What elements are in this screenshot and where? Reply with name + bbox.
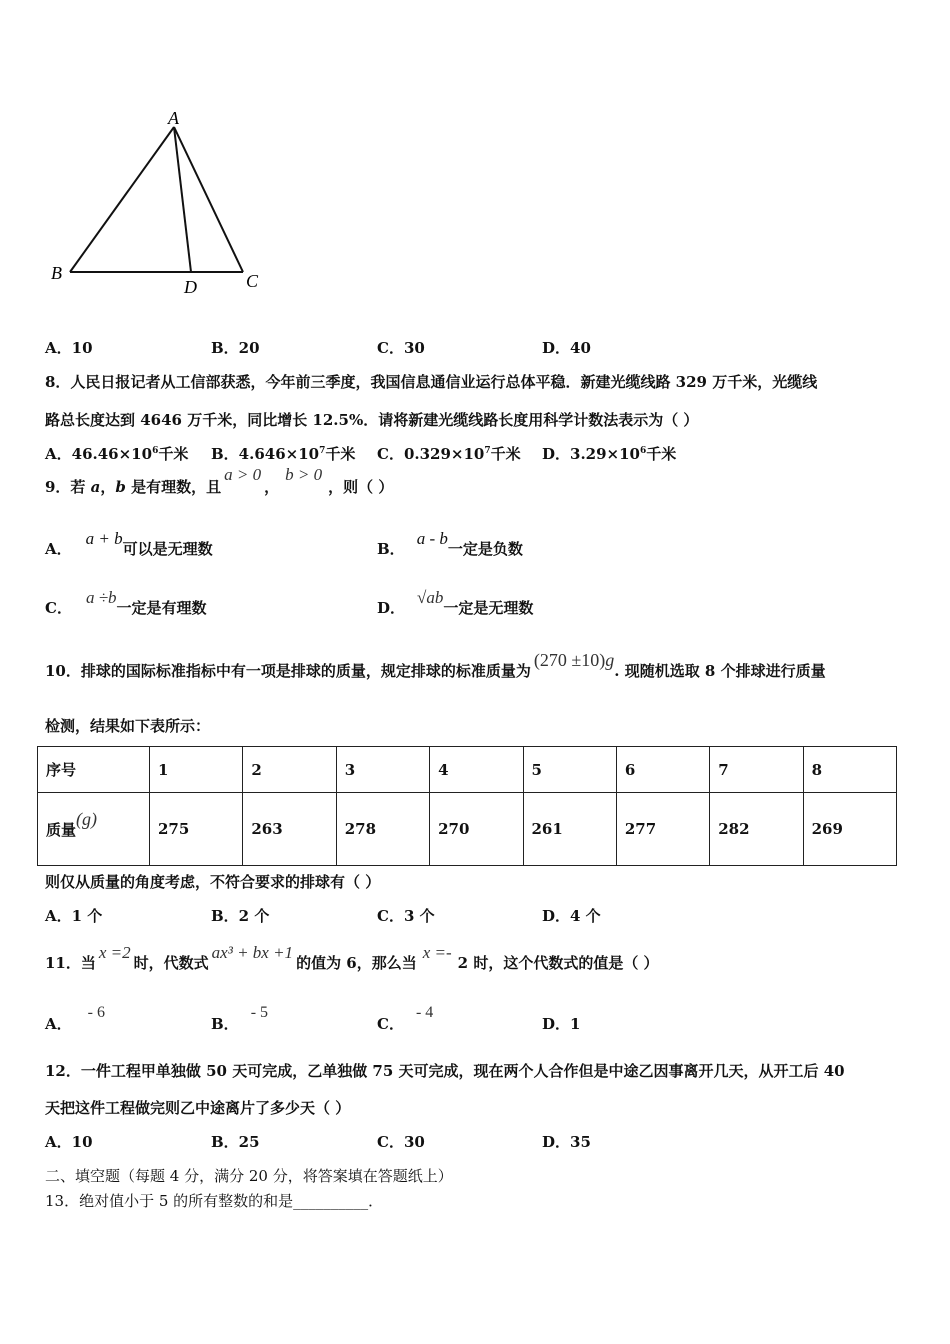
label-b: B bbox=[51, 263, 62, 283]
q10-option-c[interactable]: C．3 个 bbox=[377, 907, 435, 925]
table-cell: 7 bbox=[710, 747, 803, 793]
table-cell: 263 bbox=[243, 793, 336, 866]
q12-option-c[interactable]: C．30 bbox=[377, 1133, 425, 1151]
q11-option-c[interactable]: C．- 4 bbox=[377, 1004, 434, 1033]
q10-question: 则仅从质量的角度考虑，不符合要求的排球有（ ） bbox=[45, 873, 381, 891]
q10-spec: (270 ±10) bbox=[533, 650, 606, 670]
q7-option-c[interactable]: C．30 bbox=[377, 339, 425, 357]
section-heading: 二、填空题（每题 4 分，满分 20 分，将答案填在答题纸上） bbox=[45, 1167, 453, 1185]
q9-cond2: b > 0 bbox=[285, 465, 323, 484]
table-cell: 1 bbox=[150, 747, 243, 793]
q10-stem-line2: 检测，结果如下表所示： bbox=[45, 717, 211, 735]
q9-option-d[interactable]: D．√ab一定是无理数 bbox=[377, 588, 534, 617]
table-cell: 2 bbox=[243, 747, 336, 793]
q8-option-a[interactable]: A．$46.46\times 10^6$千米 bbox=[45, 445, 189, 463]
q12-option-a[interactable]: A．10 bbox=[45, 1133, 93, 1151]
q7-option-b[interactable]: B．20 bbox=[211, 339, 260, 357]
table-row bbox=[38, 747, 897, 793]
q9-option-b[interactable]: B．a - b一定是负数 bbox=[377, 529, 523, 558]
label-a: A bbox=[168, 108, 179, 128]
table-cell: 3 bbox=[336, 747, 429, 793]
table-cell: 275 bbox=[150, 793, 243, 866]
q12-stem-line2: 天把这件工程做完则乙中途离片了多少天（ ） bbox=[45, 1099, 351, 1117]
table-cell: 278 bbox=[336, 793, 429, 866]
table-cell: 261 bbox=[523, 793, 616, 866]
q12-stem-line1: 12．一件工程甲单独做 50 天可完成，乙单独做 75 天可完成，现在两个人合作但是中途乙因事离开几天，从开工后 40 bbox=[45, 1062, 845, 1080]
q10-option-a[interactable]: A．1 个 bbox=[45, 907, 103, 925]
table-cell: 277 bbox=[616, 793, 709, 866]
q11-stem: 11．当x =2时，代数式ax³ + bx +1的值为 6，那么当x =-2 时，这个代数式的值是（ ） bbox=[45, 943, 659, 972]
q10-option-d[interactable]: D．4 个 bbox=[542, 907, 601, 925]
q9-option-a[interactable]: A．a + b可以是无理数 bbox=[45, 529, 213, 558]
table-cell: 270 bbox=[430, 793, 523, 866]
q10-option-b[interactable]: B．2 个 bbox=[211, 907, 270, 925]
table-cell: 8 bbox=[803, 747, 896, 793]
table-header-mass: 质量(g) bbox=[38, 793, 150, 866]
q9-stem: 9．若 a，b 是有理数，且a > 0，b > 0，则（ ） bbox=[45, 465, 394, 496]
table-header-id: 序号 bbox=[38, 747, 150, 793]
label-c: C bbox=[246, 271, 259, 291]
q7-option-d[interactable]: D．40 bbox=[542, 339, 591, 357]
q8-option-d[interactable]: D．$3.29\times 10^6$千米 bbox=[542, 445, 677, 463]
q9-option-c[interactable]: C．a ÷b一定是有理数 bbox=[45, 588, 207, 617]
q11-option-a[interactable]: A．- 6 bbox=[45, 1004, 105, 1033]
q8-option-b[interactable]: B．$4.646\times 10^7$千米 bbox=[211, 445, 356, 463]
q11-option-d[interactable]: D．1 bbox=[542, 1015, 581, 1033]
q7-option-a[interactable]: A．10 bbox=[45, 339, 93, 357]
q8-stem-line1: 8．人民日报记者从工信部获悉，今年前三季度，我国信息通信业运行总体平稳．新建光缆线路 329 万千米，光缆线 bbox=[45, 373, 818, 391]
table-cell: 4 bbox=[430, 747, 523, 793]
q8-option-c[interactable]: C．$0.329\times 10^7$千米 bbox=[377, 445, 521, 463]
label-d: D bbox=[184, 277, 197, 297]
q13-stem: 13．绝对值小于 5 的所有整数的和是__________． bbox=[45, 1192, 384, 1210]
q8-stem-line2: 路总长度达到 4646 万千米，同比增长 12.5%．请将新建光缆线路长度用科学计数法表示为（ ） bbox=[45, 411, 699, 429]
q12-option-d[interactable]: D．35 bbox=[542, 1133, 591, 1151]
table-cell: 282 bbox=[710, 793, 803, 866]
q9-cond1: a > 0 bbox=[224, 465, 262, 484]
table-cell: 6 bbox=[616, 747, 709, 793]
q11-option-b[interactable]: B．- 5 bbox=[211, 1004, 269, 1033]
triangle-figure bbox=[40, 105, 280, 305]
table-cell: 5 bbox=[523, 747, 616, 793]
table-cell: 269 bbox=[803, 793, 896, 866]
table-row bbox=[38, 793, 897, 866]
q10-stem-line1: 10．排球的国际标准指标中有一项是排球的质量，规定排球的标准质量为(270 ±10)g. 现随机选取 8 个排球进行质量 bbox=[45, 650, 826, 680]
mass-table bbox=[37, 746, 897, 866]
q12-option-b[interactable]: B．25 bbox=[211, 1133, 260, 1151]
